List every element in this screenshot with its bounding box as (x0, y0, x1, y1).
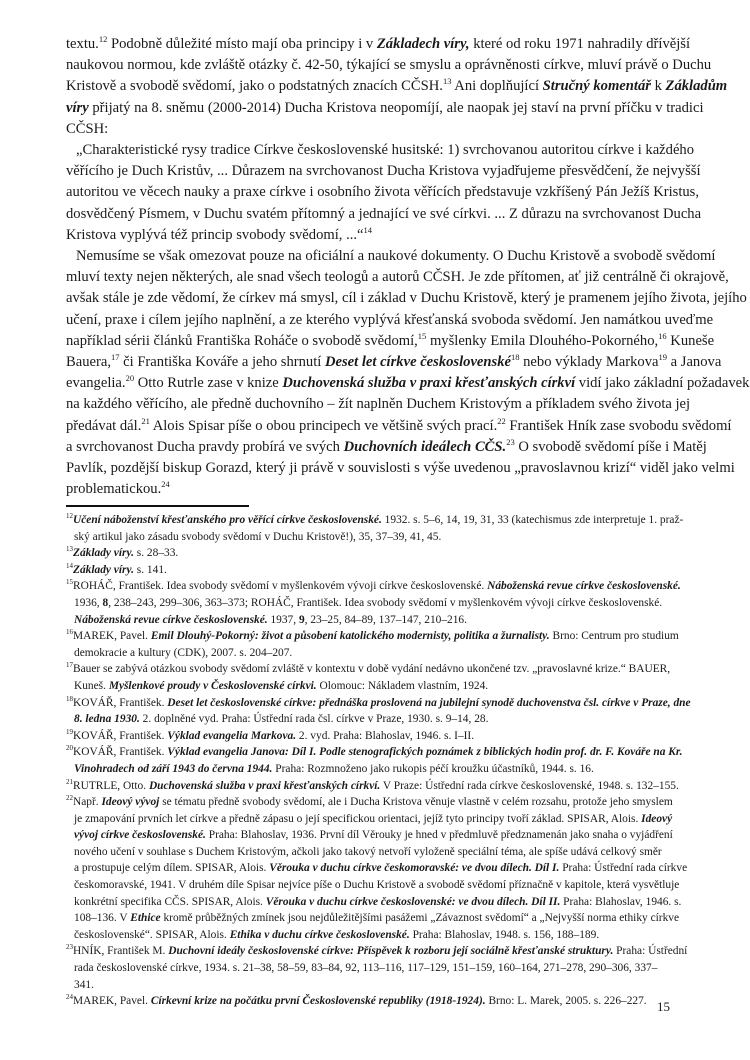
footnote-reference[interactable]: 17 (110, 352, 120, 363)
text-line: Nemusíme se však omezovat pouze na oficiální a naukové dokumenty. O Duchu Kristově a svobodě svědomí (76, 248, 716, 265)
footnote-line: demokracie a kultury (CDK), 2007. s. 204–207. (74, 646, 293, 659)
footnote-line: $^{18}$KOVÁŘ, František. Deset let československé církve: přednáška proslovená na jubilejní synodě duchovenstva čsl. církve v Praze, dne (66, 694, 691, 709)
footnote-number: 23 (66, 943, 73, 952)
footnote-reference[interactable]: 16 (658, 330, 667, 341)
footnote-line: $^{16}$MAREK, Pavel. Emil Dlouhý-Pokorný: život a působení katolického modernisty, politika a žurnalisty. Brno: Centrum pro studium (66, 628, 679, 643)
footnote-reference[interactable]: 14 (363, 224, 372, 235)
footnote-reference[interactable]: 22 (497, 415, 506, 426)
footnote-12 (66, 512, 682, 545)
footnote-number: 21 (66, 777, 73, 786)
footnote-reference[interactable]: 12 (98, 34, 108, 45)
footnote-line: ský artikul jako zásadu svobody svědomí v Duchu Kristově!), 35, 37–39, 41, 45. (74, 530, 442, 543)
italic-title: vývoj církve československé. (74, 829, 206, 842)
italic-title: Duchovní ideály československé církve: Příspěvek k rozboru její sociálně křesťanské struktury. (168, 945, 614, 958)
footnote-line: $^{12}$Učení náboženství křesťanského pro věřící církve československé. 1932. s. 5–6, 14, 19, 31, 33 (katechismus zde interpretuje 1. praž- (66, 512, 684, 526)
italic-title: Výklad evangelia Markova. (167, 729, 297, 742)
text-line: dosvědčený Písmem, v Duchu svatém přítomný a jednající ve své církvi. ... Z důrazu na svrchovanost Ducha (66, 205, 702, 222)
footnote-number: 19 (66, 727, 73, 736)
footnote-line: $^{14}$Základy víry. s. 141. (66, 561, 167, 576)
footnote-number: 16 (66, 628, 73, 637)
italic-title: Myšlenkové proudy v Československé církvi. (108, 679, 317, 692)
body-text (66, 34, 750, 500)
text-line: problematickou.$^{24}$ (66, 479, 170, 498)
footnote-number: 12 (66, 512, 73, 521)
footnote-line: $^{24}$MAREK, Pavel. Církevní krize na počátku první Československé republiky (1918-1924). Brno: L. Marek, 2005. s. 226–227. (66, 993, 647, 1008)
footnote-line: $^{15}$ROHÁČ, František. Idea svobody svědomí v myšlenkovém vývoji církve československé. Náboženská revue církve československé. (66, 578, 681, 593)
footnote-reference[interactable]: 13 (442, 76, 452, 87)
italic-title: víry (66, 99, 89, 116)
footnote-line: $^{21}$RUTRLE, Otto. Duchovenská služba v praxi křesťanských církví. V Praze: Ústřední rada církve československé, 1948. s. 132–155. (66, 777, 679, 792)
text-line: na každého věřícího, ale předně duchovního – žít naplněn Duchem Kristovým a příkladem svého života jej (66, 396, 691, 413)
italic-title: Deset let církve československé (324, 354, 511, 371)
italic-title: Ideový (641, 812, 673, 825)
italic-title: Ethice (130, 912, 161, 925)
footnote-line: 108–136. V Ethice kromě průběžných zmínek jsou nejdůležitějšími pasážemi „Závaznost svědomí“ a „Nejvyšší norma ethiky církve (74, 912, 680, 925)
footnote-reference[interactable]: 20 (125, 373, 135, 384)
italic-title: Duchovenská služba v praxi křesťanských církví (282, 375, 576, 392)
italic-title: 8. ledna 1930. (74, 713, 140, 726)
text-line: avšak stále je zde vědomí, že církev má smysl, cíl i základ v Duchu Kristově, který je pramenem jejího života, jejího (66, 290, 747, 307)
footnote-number: 14 (66, 561, 73, 570)
italic-title: Ethika v duchu církve československé. (229, 928, 410, 941)
footnote-reference[interactable]: 24 (161, 479, 170, 490)
text-line: věřícího je Duch Kristův, ... Důrazem na svrchovanost Ducha Kristova vyjadřujeme přesvědčení, že nejvyšší (66, 163, 701, 180)
italic-title: Základy víry. (73, 547, 134, 560)
footnote-line: Vinohradech od září 1943 do června 1944. Praha: Rozmnoženo jako rukopis péčí kroužku účastníků, 1944. s. 16. (74, 762, 594, 775)
footnote-15 (66, 578, 682, 628)
footnote-line: nového učení v souhlase s Duchem Kristovým, ačkoli jako takový netvoří vyloženě speciální téma, ale spíše udává celkový směr (74, 845, 662, 858)
italic-title: Ideový vývoj (101, 796, 160, 809)
footnote-line: českomoravské, 1941. V druhém díle Spisar nejvíce píše o Duchu Kristově a svobodě svědomí příznačně v kapitole, která vysvětluje (74, 879, 680, 892)
footnote-line: rada československé církve, 1934. s. 21–38, 58–59, 83–84, 92, 113–116, 117–129, 151–159, 160–164, 271–278, 290–306, 337– (74, 962, 658, 975)
italic-title: Základům (665, 78, 728, 95)
text-line: učení, praxe i cílem jejího naplnění, a ze kterého vyplývá křesťanská svoboda svědomí. Jen namátkou uveďme (66, 311, 714, 328)
footnote-number: 22 (66, 794, 73, 803)
italic-title: Věrouka v duchu církve českomoravské: ve dvou dílech. Díl I. (269, 862, 560, 875)
text-line: například sérii článků Františka Roháče o svobodě svědomí,$^{15}$ myšlenky Emila Dlouhého-Pokorného,$^{16}$ Kuneše (66, 330, 715, 349)
footnotes (66, 512, 691, 1010)
footnote-line: 8. ledna 1930. 2. doplněné vyd. Praha: Ústřední rada čsl. církve v Praze, 1930. s. 9–14, 28. (74, 713, 489, 726)
footnote-number: 20 (66, 744, 73, 753)
text-line: Kristova vyplývá též princip svobody svědomí, ...“$^{14}$ (66, 224, 372, 243)
footnote-line: $^{13}$Základy víry. s. 28–33. (66, 545, 179, 560)
text-line: víry přijatý na 8. sněmu (2000-2014) Ducha Kristova neopomíjí, ale naopak jej staví na první příčku v tradici (66, 99, 704, 116)
text-line: Pavlík, pozdější biskup Gorazd, který ji právě v souvislosti s výše uvedenou „pravoslavnou krizí“ viděl jako velmi (66, 460, 735, 477)
footnote-line: konkrétní specifika CČS. SPISAR, Alois. Věrouka v duchu církve československé: ve dvou dílech. Díl II. Praha: Blahoslav, 1946. s. (74, 895, 682, 908)
footnote-reference[interactable]: 21 (141, 415, 150, 426)
text-line: předávat dál.$^{21}$ Alois Spisar píše o obou principech ve většině svých prací.$^{22}$ František Hník zase svobodu svědomí (66, 415, 732, 434)
footnote-17 (66, 661, 682, 694)
footnote-20 (66, 744, 682, 777)
page-number: 15 (657, 999, 670, 1014)
italic-title: Náboženská revue církve československé. (487, 580, 681, 593)
text-line: naukovou normou, kde zvláště otázky č. 42-50, týkající se smyslu a oprávněnosti církve, mluví právě o Duchu (66, 57, 712, 74)
text-line: a svrchovanost Ducha pravdy probírá ve svých Duchovních ideálech CČS.$^{23}$ O svobodě svědomí píše i Matěj (66, 437, 707, 455)
volume-number: 9 (298, 613, 305, 626)
footnote-23 (66, 943, 688, 993)
footnote-line: $^{23}$HNÍK, František M. Duchovní ideály československé církve: Příspěvek k rozboru její sociálně křesťanské struktury. Praha: Ústřední (66, 943, 688, 958)
footnote-separator (66, 505, 249, 507)
footnote-number: 24 (66, 993, 73, 1002)
footnote-reference[interactable]: 23 (506, 437, 515, 447)
text-line: Bauera,$^{17}$ či Františka Kováře a jeho shrnutí Deset let církve československé$^{18}$ nebo výklady Markova$^{19}$ a Janova (66, 352, 722, 371)
quote-paragraph (66, 140, 702, 246)
paragraph-2 (66, 246, 750, 500)
italic-title: Základech víry, (376, 36, 470, 52)
italic-title: Duchovních ideálech CČS. (343, 438, 507, 455)
footnote-line: a prostupuje celým dílem. SPISAR, Alois. Věrouka v duchu církve českomoravské: ve dvou dílech. Díl I. Praha: Ústřední rada církve (74, 862, 688, 875)
footnote-reference[interactable]: 15 (417, 330, 427, 341)
footnote-number: 15 (66, 578, 73, 587)
text-line: autoritou ve věcech nauky a praxe církve i osobního života věřících představuje vzkříšený Pán Ježíš Kristus, (66, 184, 700, 201)
text-line: mluví texty nejen některých, ale snad všech teologů a autorů CČSH. Je zde přítomen, ať již centrálně či okrajově, (66, 269, 729, 286)
footnote-line: Náboženská revue církve československé. 1937, 9, 23–25, 84–89, 137–147, 210–216. (74, 613, 467, 626)
footnote-number: 13 (66, 545, 73, 554)
footnote-reference[interactable]: 18 (510, 352, 520, 363)
italic-title: Církevní krize na počátku první Československé republiky (1918-1924). (150, 995, 486, 1008)
text-line: textu.$^{12}$ Podobně důležité místo mají oba principy i v Základech víry, které od roku 1971 nahradily dřívější (66, 34, 691, 52)
text-line: CČSH: (66, 120, 109, 137)
footnote-13 (66, 545, 682, 562)
paragraph-1 (66, 34, 728, 140)
text-line: Kristově a svobodě svědomí, jako o podstatných znacích CČSH.$^{13}$ Ani doplňující Stručný komentář k Základům (66, 76, 728, 95)
footnote-line: vývoj církve československé. Praha: Blahoslav, 1936. První díl Věrouky je hned v předmluvě předznamenán jako snaha o vyjádření (74, 829, 673, 842)
footnote-line: $^{19}$KOVÁŘ, František. Výklad evangelia Markova. 2. vyd. Praha: Blahoslav, 1946. s. I–II. (66, 727, 475, 742)
footnote-line: 1936, 8, 238–243, 299–306, 363–373; ROHÁČ, František. Idea svobody svědomí v myšlenkovém vývoji církve československé. (74, 596, 663, 609)
italic-title: Stručný komentář (542, 78, 651, 95)
text-line: „Charakteristické rysy tradice Církve československé husitské: 1) svrchovanou autoritou církve i každého (76, 142, 695, 159)
footnote-18 (66, 694, 691, 728)
italic-title: Věrouka v duchu církve československé: ve dvou dílech. Díl II. (265, 895, 561, 908)
footnote-24 (66, 993, 682, 1010)
footnote-22 (66, 794, 688, 943)
footnote-19 (66, 728, 682, 745)
italic-title: Základy víry. (73, 563, 134, 576)
footnote-14 (66, 562, 682, 579)
footnote-line: Kuneš. Myšlenkové proudy v Československé církvi. Olomouc: Nákladem vlastním, 1924. (74, 679, 489, 692)
footnote-line: 341. (74, 978, 94, 991)
footnote-line: československé“. SPISAR, Alois. Ethika v duchu církve československé. Praha: Blahoslav, 1948. s. 156, 188–189. (74, 928, 600, 941)
italic-title: Učení náboženství křesťanského pro věřící církve československé. (73, 514, 382, 526)
main-text (66, 34, 750, 500)
italic-title: Emil Dlouhý-Pokorný: život a působení katolického modernisty, politika a žurnalisty. (150, 630, 550, 643)
footnote-line: je zmapování prvních let církve a předně zápasu o její specifickou orientaci, jejíž tyto principy tvoří základ. SPISAR, Alois. Ideový (74, 812, 673, 825)
italic-title: Deset let československé církve: přednáška proslovená na jubilejní synodě duchovenstva čsl. církve v Praze, dne (167, 696, 691, 709)
volume-number: 8 (102, 596, 109, 609)
footnote-number: 18 (66, 694, 73, 703)
italic-title: Výklad evangelia Janova: Díl I. Podle stenografických poznámek z biblických hodin prof. dr. F. Kováře na Kr. (167, 746, 683, 759)
italic-title: Náboženská revue církve československé. (74, 613, 268, 626)
italic-title: Duchovenská služba v praxi křesťanských církví. (148, 779, 381, 792)
text-line: evangelia.$^{20}$ Otto Rutrle zase v knize Duchovenská služba v praxi křesťanských církví vidí jako základní požadavek (66, 373, 750, 392)
footnote-line: $^{22}$Např. Ideový vývoj se tématu předně svobody svědomí, ale i Ducha Kristova věnuje vlastně v celém rozsahu, protože jeho smyslem (66, 794, 673, 809)
footnote-line: $^{20}$KOVÁŘ, František. Výklad evangelia Janova: Díl I. Podle stenografických poznámek z biblických hodin prof. dr. F. Kováře na Kr. (66, 744, 683, 759)
footnote-number: 17 (66, 661, 73, 670)
footnote-16 (66, 628, 682, 661)
italic-title: Vinohradech od září 1943 do června 1944. (74, 762, 273, 775)
footnote-reference[interactable]: 19 (658, 352, 667, 363)
footnote-line: $^{17}$Bauer se zabývá otázkou svobody svědomí zvláště v kontextu v době vydání nedávno ukončené tzv. „pravoslavné krize.“ BAUER, (66, 661, 671, 676)
footnote-21 (66, 778, 682, 795)
